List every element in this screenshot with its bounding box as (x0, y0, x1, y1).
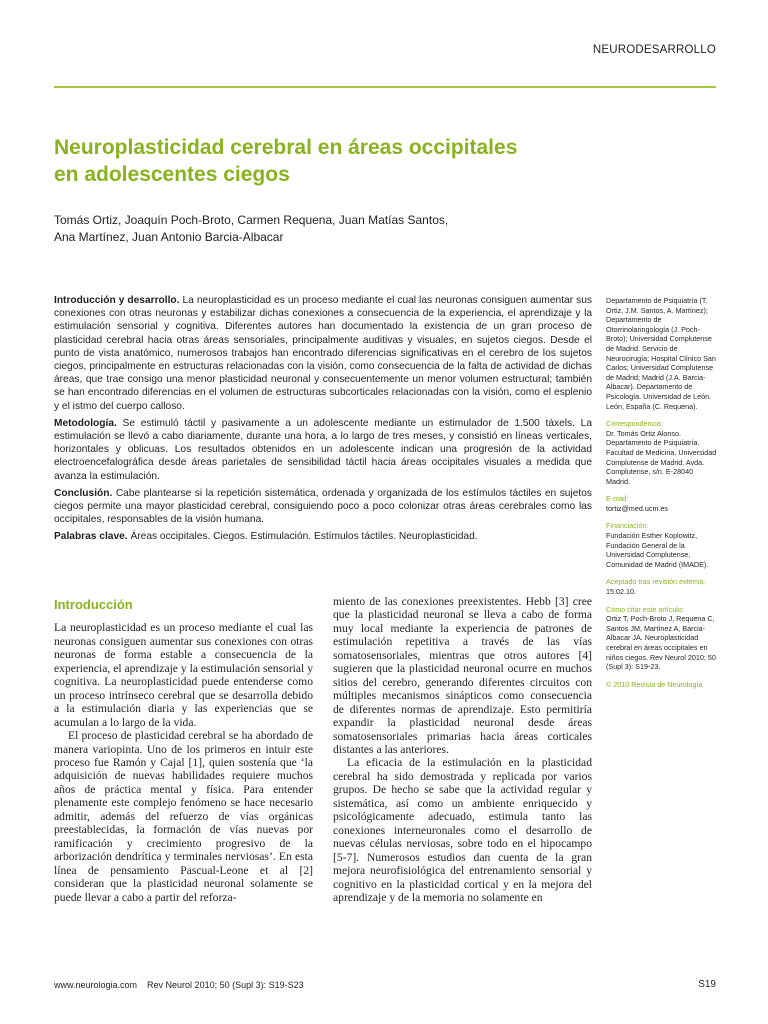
abstract-conclusion-text: Cabe plantearse si la repetición sistemática, ordenada y organizada de los estímulos táctiles en sujetos ciegos permite una mayor plasticidad cerebral, consiguiendo poco a poco colonizar otras áreas cerebrales como las occipitales, responsables de la visión humana. (54, 487, 592, 526)
body-column-left (54, 598, 313, 904)
citation-text: Ortiz T, Poch-Broto J, Requena C, Santos JM, Martínez A, Barcia-Albacar JA. Neuroplasticidad cerebral en áreas occipitales en niños ciegos. Rev Neurol 2010; 50 (Supl 3): S19-23. (606, 614, 716, 672)
keywords-text: Áreas occipitales. Ciegos. Estimulación. Estímulos táctiles. Neuroplasticidad. (130, 531, 478, 543)
accepted-heading: Aceptado tras revisión externa: (606, 577, 706, 587)
copyright-notice: © 2010 Revista de Neurología (606, 679, 703, 689)
abstract-methodology (54, 417, 592, 483)
citation-block (606, 605, 718, 672)
article-title (54, 134, 574, 188)
section-label: NEURODESARROLLO (592, 44, 716, 56)
body-paragraph-3: miento de las conexiones preexistentes. Hebb [3] cree que la plasticidad neuronal se lleva a cabo de forma muy local mediante la experiencia de patrones de estimulación repetitiva a través de las vías somatosensoriales, mientras que otros autores [4] sugieren que la plasticidad neuronal ocurre en muchos sitios del cerebro, generando diferentes circuitos con múltiples mecanismos sinápticos como consecuencia de diferentes normas de aprendizaje. Esto permitiría expandir la plasticidad neuronal desde áreas somatosensoriales primarias hacia áreas corticales distantes a las anteriores. (333, 595, 592, 756)
authors-line-2: Ana Martínez, Juan Antonio Barcia-Albacar (54, 230, 284, 244)
abstract-conclusion (54, 487, 592, 527)
section-heading-introduccion: Introducción (54, 597, 133, 612)
accepted-block (606, 577, 718, 596)
abstract-keywords (54, 530, 592, 543)
body-paragraph-4: La eficacia de la estimulación en la plasticidad cerebral ha sido demostrada y replicada por varios grupos. De hecho se sabe que la actividad regular y sistemática, así como un ambiente enriquecido y psicológicamente adecuado, estimula tanto las conexiones interneuronales como el desarrollo de nuevas células nerviosas, sobre todo en el hipocampo [5-7]. Numerosos estudios dan cuenta de la gran mejora neurofisiológica del entrenamiento sensorial y cognitivo en la plasticidad cortical y en la mejora del aprendizaje y de la memoria no solamente en (333, 756, 592, 904)
title-line-1: Neuroplasticidad cerebral en áreas occipitales (54, 136, 518, 159)
body-column-right (333, 595, 592, 904)
affiliation-block (606, 296, 718, 411)
email-block (606, 494, 718, 513)
correspondence-block (606, 419, 718, 486)
funding-text: Fundación Esther Koplowitz, Fundación General de la Universidad Complutense, Comunidad de Madrid (IMADE). (606, 531, 709, 569)
author-list (54, 212, 574, 246)
affiliation-text: Departamento de Psiquiatría (T. Ortiz, J.M. Santos, A. Martínez); Departamento de Otorrinolaringología (J. Poch-Broto); Universidad Complutense de Madrid. Servicio de Neurocirugía; Hospital Clínico San Carlos; Universidad Complutense de Madrid; Madrid (J.A. Barcia-Albacar). Departamento de Psicología. Universidad de León. León, España (C. Requena). (606, 296, 716, 411)
body-paragraph-2: El proceso de plasticidad cerebral se ha abordado de manera variopinta. Uno de los primeros en intuir este proceso fue Ramón y Cajal [1], quien sostenía que ‘la adquisición de nuevas habilidades requiere muchos años de práctica mental y física. Para entender plenamente este complejo fenómeno se hace necesario admitir, además del refuerzo de vías orgánicas preestablecidas, la formación de vías nuevas por ramificación y crecimiento progresivo de la arborización dendrítica y terminales nerviosas’. En esta línea de pensamiento Pascual-Leone et al [2] consideran que la plasticidad neuronal solamente se puede llevar a cabo a partir del reforza- (54, 729, 313, 904)
email-heading: E-mail: (606, 494, 629, 504)
authors-line-1: Tomás Ortiz, Joaquín Poch-Broto, Carmen Requena, Juan Matías Santos, (54, 213, 449, 227)
correspondence-text: Dr. Tomás Ortiz Alonso. Departamento de Psiquiatría. Facultad de Medicina. Universidad Complutense de Madrid. Avda. Complutense, s/n. E-28040 Madrid. (606, 428, 717, 486)
accepted-date: 15.02.10. (606, 587, 636, 597)
abstract-intro-text: La neuroplasticidad es un proceso mediante el cual las neuronas consiguen aumentar sus conexiones con otras neuronas y estabilizar dichas conexiones a consecuencia de la experiencia, el aprendizaje y la estimulación sensorial y cognitiva. Diferentes autores han documentado la existencia de un gran proceso de plasticidad cerebral hacia otras áreas sensoriales, principalmente auditivas y visuales, en sujetos ciegos. Desde el punto de vista anatómico, numerosos trabajos han encontrado diferencias significativas en el cerebro de los sujetos ciegos, principalmente en estructuras relacionadas con la visión, como consecuencia de la falta de actividad de dichas áreas, que trae consigo una menor plasticidad neuronal y consecuentemente un menor volumen estructural; también se han encontrado diferencias en el volumen de estructuras subcorticales relacionadas con la visión, como el esplenio y el istmo del cuerpo calloso. (54, 295, 592, 412)
correspondence-heading: Correspondencia: (606, 419, 663, 429)
funding-heading: Financiación: (606, 521, 649, 531)
footer-journal-info: www.neurologia.com Rev Neurol 2010; 50 (Supl 3): S19-S23 (54, 980, 304, 990)
abstract (54, 294, 592, 548)
header-divider (54, 86, 716, 88)
abstract-method-label: Metodología. (54, 417, 117, 429)
body-paragraph-1: La neuroplasticidad es un proceso mediante el cual las neuronas consiguen aumentar sus conexiones con otras neuronas de forma estable a consecuencia de la experiencia, el aprendizaje y la estimulación sensorial y cognitiva. La neuroplasticidad puede entenderse como un proceso intrínseco cerebral que se desarrolla debido a la estimulación diaria y las experiencias que se acumulan a lo largo de la vida. (54, 621, 313, 729)
page-number: S19 (698, 979, 716, 990)
abstract-method-text: Se estimuló táctil y pasivamente a un adolescente mediante un estimulador de 1.500 táxels. La estimulación se llevó a cabo diariamente, durante una hora, a lo largo de tres meses, y consistió en líneas verticales, horizontales y oblicuas. Los resultados obtenidos en un adolescente indican una progresión de la actividad electroencefalográfica desde áreas parietales de sensibilidad táctil hacia áreas occipitales visuales a medida que avanza la estimulación. (54, 417, 592, 482)
email-address[interactable]: tortiz@med.ucm.es (606, 503, 669, 513)
funding-block (606, 521, 718, 569)
abstract-intro-label: Introducción y desarrollo. (54, 295, 180, 306)
abstract-conclusion-label: Conclusión. (54, 487, 113, 499)
abstract-introduction (54, 294, 592, 413)
article-sidebar (606, 296, 718, 697)
title-line-2: en adolescentes ciegos (54, 163, 290, 186)
citation-heading: Cómo citar este artículo: (606, 604, 684, 614)
keywords-label: Palabras clave. (54, 531, 128, 543)
